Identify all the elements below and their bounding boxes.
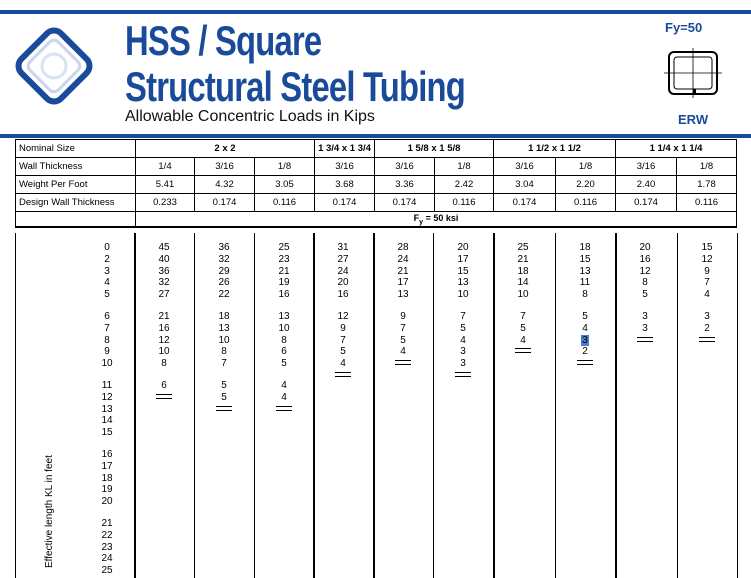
load-value: 25 [517, 242, 529, 253]
load-value: 20 [457, 242, 469, 253]
load-value: 4 [582, 322, 588, 334]
cell: 3/16 [375, 158, 435, 176]
end-of-column-mark [216, 406, 232, 411]
cell: 3.36 [375, 176, 435, 194]
title-line-2: Structural Steel Tubing [125, 63, 466, 110]
cell: 1/4 [136, 158, 195, 176]
cell: 3/16 [616, 158, 677, 176]
size-header: 1 3/4 x 1 3/4 [315, 140, 375, 158]
load-value: 4 [704, 289, 710, 301]
load-value: 4 [400, 346, 406, 358]
cell: 1/8 [677, 158, 737, 176]
load-value: 22 [218, 289, 230, 301]
kl-value: 17 [101, 460, 113, 472]
col-divider [254, 233, 255, 578]
load-value: 16 [278, 289, 290, 301]
kl-value: 6 [104, 310, 110, 322]
load-value: 40 [158, 253, 170, 265]
row-label: Nominal Size [16, 140, 136, 158]
fy-row-spacer [16, 212, 136, 228]
cell: 3.05 [255, 176, 315, 194]
cell: 5.41 [136, 176, 195, 194]
cell: 0.116 [255, 194, 315, 212]
size-header: 1 1/4 x 1 1/4 [616, 140, 737, 158]
load-value: 25 [278, 242, 290, 253]
load-value: 12 [639, 265, 651, 277]
load-value: 23 [278, 253, 290, 265]
row-label: Wall Thickness [16, 158, 136, 176]
load-value: 5 [221, 391, 227, 403]
kl-value: 0 [104, 242, 110, 253]
cell: 0.174 [375, 194, 435, 212]
end-of-column-mark [577, 360, 593, 365]
kl-value: 22 [101, 529, 113, 541]
kl-values-column [92, 242, 122, 577]
load-value: 6 [161, 379, 167, 391]
load-column [620, 242, 670, 344]
col-divider [555, 233, 556, 578]
load-value: 31 [337, 242, 349, 253]
wall-thickness-row [16, 158, 737, 176]
load-value: 27 [337, 253, 349, 265]
cell: 1/8 [255, 158, 315, 176]
load-value: 10 [158, 346, 170, 358]
cell: 2.20 [556, 176, 616, 194]
load-value: 27 [158, 289, 170, 301]
load-value: 15 [457, 265, 469, 277]
kl-value: 23 [101, 541, 113, 553]
load-value: 18 [579, 242, 591, 253]
load-column [199, 242, 249, 413]
col-divider [493, 233, 495, 578]
load-value: 2 [582, 346, 588, 358]
load-value: 7 [221, 358, 227, 370]
kl-value: 12 [101, 391, 113, 403]
cell: 1.78 [677, 176, 737, 194]
diamond-logo-icon [8, 20, 100, 112]
load-value: 19 [278, 277, 290, 289]
load-value: 10 [517, 289, 529, 301]
kl-value: 16 [101, 448, 113, 460]
cell: 3/16 [195, 158, 255, 176]
design-wall-row [16, 194, 737, 212]
load-value: 9 [400, 310, 406, 322]
load-value: 13 [457, 277, 469, 289]
load-value: 29 [218, 265, 230, 277]
kl-axis-label: Effective length KL in feet [44, 455, 55, 568]
row-label: Design Wall Thickness [16, 194, 136, 212]
load-value: 16 [639, 253, 651, 265]
load-column [498, 242, 548, 355]
load-value: 28 [397, 242, 409, 253]
load-value: 5 [281, 358, 287, 370]
kl-value: 18 [101, 472, 113, 484]
kl-value: 11 [101, 379, 113, 391]
load-value: 7 [520, 310, 526, 322]
load-value: 14 [517, 277, 529, 289]
nominal-size-row [16, 140, 737, 158]
col-divider [194, 233, 195, 578]
load-value: 21 [517, 253, 529, 265]
load-value: 12 [337, 310, 349, 322]
kl-value: 20 [101, 496, 113, 508]
load-column [682, 242, 732, 344]
load-value: 21 [397, 265, 409, 277]
load-value: 20 [337, 277, 349, 289]
kl-value: 13 [101, 403, 113, 415]
kl-value: 8 [104, 334, 110, 346]
end-of-column-mark [699, 337, 715, 342]
load-value: 21 [278, 265, 290, 277]
load-value: 9 [340, 322, 346, 334]
load-value: 7 [340, 334, 346, 346]
col-divider [313, 233, 315, 578]
load-value: 24 [337, 265, 349, 277]
load-value: 3 [642, 322, 648, 334]
load-value: 3 [642, 310, 648, 322]
col-divider [373, 233, 375, 578]
top-rule [0, 10, 751, 14]
load-value: 16 [337, 289, 349, 301]
load-value: 7 [704, 277, 710, 289]
kl-value: 3 [104, 265, 110, 277]
fy-label: Fy=50 [665, 20, 703, 35]
load-column [318, 242, 368, 379]
load-column [139, 242, 189, 401]
load-value: 9 [704, 265, 710, 277]
col-divider [15, 233, 16, 578]
fy-row-label: $F_y = 50$ ksi [136, 212, 737, 228]
cell: 0.116 [677, 194, 737, 212]
load-value: 13 [278, 310, 290, 322]
kl-value: 10 [101, 358, 113, 370]
cell: 0.174 [494, 194, 556, 212]
kl-value: 25 [101, 565, 113, 577]
size-header: 1 5/8 x 1 5/8 [375, 140, 494, 158]
load-column [438, 242, 488, 379]
cell: 3.68 [315, 176, 375, 194]
kl-value: 9 [104, 346, 110, 358]
load-value: 10 [457, 289, 469, 301]
kl-value: 4 [104, 277, 110, 289]
load-value: 32 [158, 277, 170, 289]
load-value: 32 [218, 253, 230, 265]
load-value: 17 [397, 277, 409, 289]
load-value: 3 [582, 334, 588, 346]
col-divider [677, 233, 678, 578]
load-value: 2 [704, 322, 710, 334]
title-line-1: HSS / Square [125, 17, 322, 64]
weight-per-foot-row [16, 176, 737, 194]
load-value: 8 [281, 334, 287, 346]
table-top-rule [0, 134, 751, 138]
load-value: 15 [701, 242, 713, 253]
load-value: 4 [281, 379, 287, 391]
load-value: 18 [218, 310, 230, 322]
cell: 0.116 [556, 194, 616, 212]
end-of-column-mark [276, 406, 292, 411]
col-divider [615, 233, 617, 578]
load-value: 5 [520, 322, 526, 334]
load-value: 36 [218, 242, 230, 253]
cell: 0.116 [435, 194, 494, 212]
load-value: 4 [340, 358, 346, 370]
kl-value: 14 [101, 415, 113, 427]
kl-value: 15 [101, 427, 113, 439]
cell: 3/16 [315, 158, 375, 176]
load-value: 15 [579, 253, 591, 265]
kl-value: 5 [104, 289, 110, 301]
load-value: 7 [400, 322, 406, 334]
load-value: 36 [158, 265, 170, 277]
load-value: 18 [517, 265, 529, 277]
load-value: 10 [278, 322, 290, 334]
load-value: 8 [642, 277, 648, 289]
load-value: 7 [460, 310, 466, 322]
cell: 0.174 [315, 194, 375, 212]
cell: 1/8 [435, 158, 494, 176]
fy-row [16, 212, 737, 228]
load-value: 4 [520, 334, 526, 346]
load-value: 13 [397, 289, 409, 301]
col-divider [737, 233, 738, 578]
load-value: 4 [281, 391, 287, 403]
cell: 4.32 [195, 176, 255, 194]
kl-value: 19 [101, 484, 113, 496]
load-value: 8 [161, 358, 167, 370]
load-value: 10 [218, 334, 230, 346]
cell: 3/16 [494, 158, 556, 176]
cell: 3.04 [494, 176, 556, 194]
load-column [378, 242, 428, 367]
load-value: 5 [642, 289, 648, 301]
load-value: 11 [579, 277, 591, 289]
load-value: 5 [340, 346, 346, 358]
load-value: 8 [221, 346, 227, 358]
load-value: 24 [397, 253, 409, 265]
cell: 2.40 [616, 176, 677, 194]
erw-label: ERW [678, 112, 709, 127]
size-header: 1 1/2 x 1 1/2 [494, 140, 616, 158]
load-value: 6 [281, 346, 287, 358]
load-value: 26 [218, 277, 230, 289]
load-value: 5 [460, 322, 466, 334]
cell: 0.174 [195, 194, 255, 212]
load-value: 16 [158, 322, 170, 334]
load-value: 45 [158, 242, 170, 253]
load-value: 13 [579, 265, 591, 277]
size-header: 2 x 2 [136, 140, 315, 158]
load-value: 5 [221, 379, 227, 391]
end-of-column-mark [395, 360, 411, 365]
end-of-column-mark [515, 348, 531, 353]
load-value: 17 [457, 253, 469, 265]
load-value: 8 [582, 289, 588, 301]
cell: 1/8 [556, 158, 616, 176]
kl-value: 24 [101, 553, 113, 565]
kl-value: 21 [101, 517, 113, 529]
cell: 0.174 [616, 194, 677, 212]
square-tube-section-icon [664, 48, 722, 98]
load-column [560, 242, 610, 367]
end-of-column-mark [156, 394, 172, 399]
subtitle: Allowable Concentric Loads in Kips [125, 108, 375, 125]
cell: 0.233 [136, 194, 195, 212]
load-value: 13 [218, 322, 230, 334]
row-label: Weight Per Foot [16, 176, 136, 194]
load-value: 12 [701, 253, 713, 265]
load-value: 21 [158, 310, 170, 322]
end-of-column-mark [637, 337, 653, 342]
col-divider [433, 233, 434, 578]
load-value: 3 [460, 346, 466, 358]
load-value: 12 [158, 334, 170, 346]
load-value: 5 [400, 334, 406, 346]
kl-value: 2 [104, 253, 110, 265]
load-value: 3 [460, 358, 466, 370]
load-column [259, 242, 309, 413]
load-value: 3 [704, 310, 710, 322]
end-of-column-mark [455, 372, 471, 377]
load-value: 5 [582, 310, 588, 322]
load-value: 20 [639, 242, 651, 253]
cell: 2.42 [435, 176, 494, 194]
load-value: 4 [460, 334, 466, 346]
end-of-column-mark [335, 372, 351, 377]
kl-value: 7 [104, 322, 110, 334]
properties-table [15, 139, 737, 228]
col-divider [134, 233, 136, 578]
